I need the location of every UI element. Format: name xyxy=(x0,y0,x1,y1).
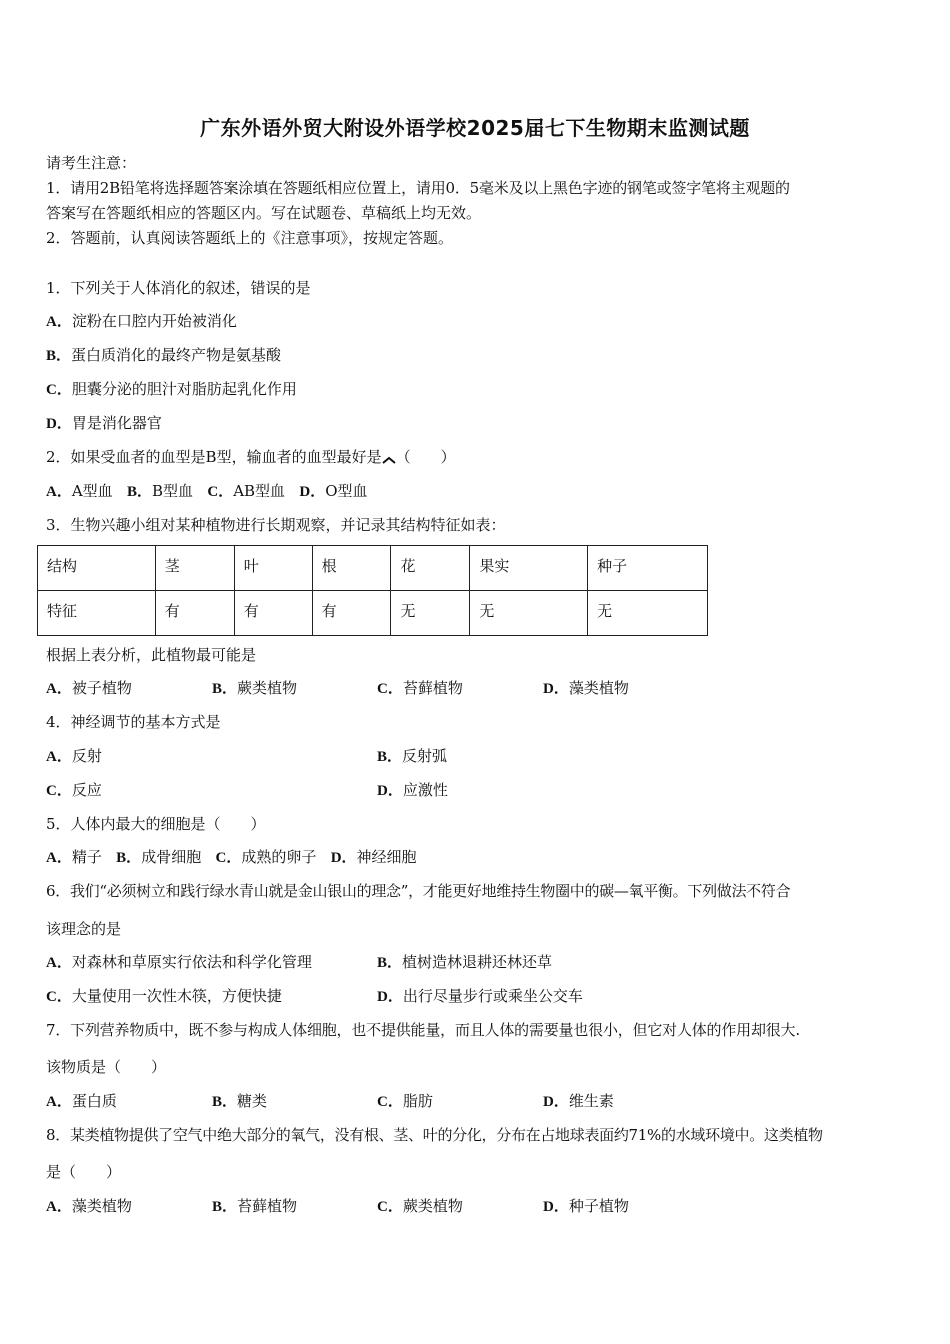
q3-option-d[interactable]: D．藻类植物 xyxy=(543,679,629,697)
table-cell: 根 xyxy=(312,546,391,591)
q4-option-d[interactable]: D．应激性 xyxy=(377,781,448,799)
table-cell: 结构 xyxy=(38,546,156,591)
q8-option-a[interactable]: A．藻类植物 xyxy=(46,1197,132,1215)
caret-mark-icon xyxy=(382,455,396,465)
q4-option-c[interactable]: C．反应 xyxy=(46,781,102,799)
q1-option-b[interactable]: B．蛋白质消化的最终产物是氨基酸 xyxy=(46,346,282,364)
q3-structure-table xyxy=(37,545,708,636)
q5-options xyxy=(46,846,417,867)
table-cell: 叶 xyxy=(234,546,312,591)
q6-option-a[interactable]: A．对森林和草原实行依法和科学化管理 xyxy=(46,953,312,971)
q6-stem-a: 6．我们“必须树立和践行绿水青山就是金山银山的理念”，才能更好地维持生物圈中的碳—氧平衡。下列做法不符合 xyxy=(46,882,791,900)
q3-option-a[interactable]: A．被子植物 xyxy=(46,679,132,697)
q6-option-c[interactable]: C．大量使用一次性木筷，方便快捷 xyxy=(46,987,282,1005)
q1-stem: 1．下列关于人体消化的叙述，错误的是 xyxy=(46,279,311,297)
q4-option-a[interactable]: A．反射 xyxy=(46,747,102,765)
table-cell: 茎 xyxy=(155,546,234,591)
notice-heading: 请考生注意： xyxy=(46,154,137,172)
q7-option-c[interactable]: C．脂肪 xyxy=(377,1092,433,1110)
table-cell: 有 xyxy=(312,591,391,636)
table-cell: 无 xyxy=(588,591,708,636)
q2-option-b[interactable]: B．B型血 xyxy=(127,482,194,500)
q6-option-b[interactable]: B．植树造林退耕还林还草 xyxy=(377,953,553,971)
q2-stem: 2．如果受血者的血型是B型，输血者的血型最好是 （ ） xyxy=(46,448,456,466)
q8-option-d[interactable]: D．种子植物 xyxy=(543,1197,629,1215)
q6-stem-b: 该理念的是 xyxy=(46,920,122,938)
q5-option-c[interactable]: C．成熟的卵子 xyxy=(215,848,317,866)
q1-option-a[interactable]: A．淀粉在口腔内开始被消化 xyxy=(46,312,237,330)
q7-stem-b: 该物质是（ ） xyxy=(46,1058,167,1076)
q7-option-a[interactable]: A．蛋白质 xyxy=(46,1092,117,1110)
q2-option-d[interactable]: D．O型血 xyxy=(299,482,368,500)
q8-option-b[interactable]: B．苔藓植物 xyxy=(212,1197,298,1215)
notice-line-1a: 1．请用2B铅笔将选择题答案涂填在答题纸相应位置上，请用0．5毫米及以上黑色字迹的钢笔或签字笔将主观题的 xyxy=(46,179,790,197)
table-cell: 无 xyxy=(470,591,588,636)
q2-option-a[interactable]: A．A型血 xyxy=(46,482,113,500)
table-header-row xyxy=(38,546,708,591)
q5-option-a[interactable]: A．精子 xyxy=(46,848,102,866)
q8-stem-b: 是（ ） xyxy=(46,1163,122,1181)
table-cell: 特征 xyxy=(38,591,156,636)
table-cell: 花 xyxy=(391,546,470,591)
table-cell: 种子 xyxy=(588,546,708,591)
q7-option-b[interactable]: B．糖类 xyxy=(212,1092,268,1110)
q3-option-c[interactable]: C．苔藓植物 xyxy=(377,679,463,697)
q7-option-d[interactable]: D．维生素 xyxy=(543,1092,614,1110)
table-cell: 无 xyxy=(391,591,470,636)
notice-line-1b: 答案写在答题纸相应的答题区内。写在试题卷、草稿纸上均无效。 xyxy=(46,204,482,222)
q4-option-b[interactable]: B．反射弧 xyxy=(377,747,448,765)
table-cell: 有 xyxy=(234,591,312,636)
q5-option-b[interactable]: B．成骨细胞 xyxy=(116,848,202,866)
table-row xyxy=(38,591,708,636)
q5-option-d[interactable]: D．神经细胞 xyxy=(330,848,417,866)
table-cell: 有 xyxy=(155,591,234,636)
table-cell: 果实 xyxy=(470,546,588,591)
q3-stem: 3．生物兴趣小组对某种植物进行长期观察，并记录其结构特征如表： xyxy=(46,516,506,534)
q1-option-c[interactable]: C．胆囊分泌的胆汁对脂肪起乳化作用 xyxy=(46,380,297,398)
q4-stem: 4．神经调节的基本方式是 xyxy=(46,713,221,731)
q5-stem: 5．人体内最大的细胞是（ ） xyxy=(46,815,266,833)
q3-option-b[interactable]: B．蕨类植物 xyxy=(212,679,298,697)
notice-line-2: 2．答题前，认真阅读答题纸上的《注意事项》，按规定答题。 xyxy=(46,229,454,247)
q2-option-c[interactable]: C．AB型血 xyxy=(207,482,286,500)
q1-option-d[interactable]: D．胃是消化器官 xyxy=(46,414,162,432)
q7-stem-a: 7．下列营养物质中，既不参与构成人体细胞，也不提供能量，而且人体的需要量也很小，但它对人体的作用却很大. xyxy=(46,1021,800,1039)
q8-stem-a: 8．某类植物提供了空气中绝大部分的氧气，没有根、茎、叶的分化，分布在占地球表面约71%的水域环境中。这类植物 xyxy=(46,1126,823,1144)
q2-options xyxy=(46,480,368,501)
q8-option-c[interactable]: C．蕨类植物 xyxy=(377,1197,463,1215)
page-title: 广东外语外贸大附设外语学校2025届七下生物期末监测试题 xyxy=(200,116,750,140)
q6-option-d[interactable]: D．出行尽量步行或乘坐公交车 xyxy=(377,987,583,1005)
q3-followup: 根据上表分析，此植物最可能是 xyxy=(46,646,257,664)
